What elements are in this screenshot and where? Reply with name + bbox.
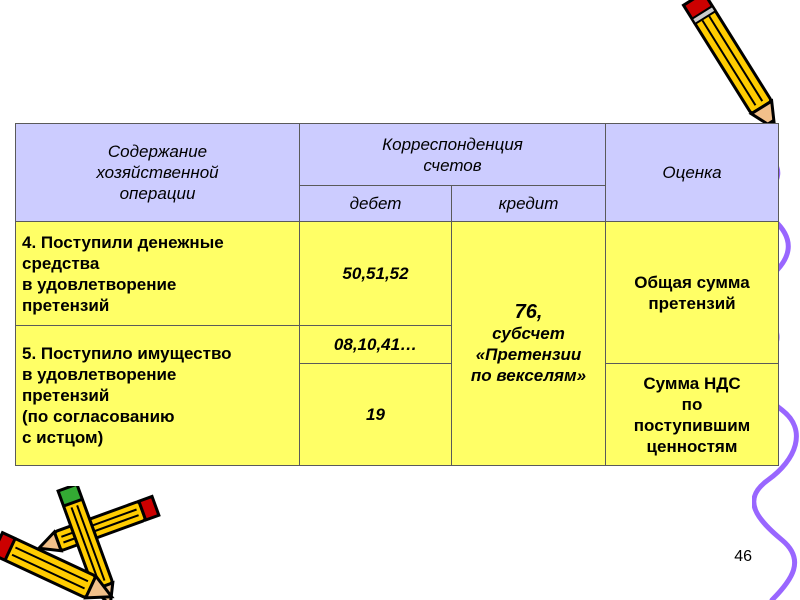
pencil-icon (650, 0, 800, 130)
row5-debit-b: 19 (300, 364, 452, 466)
row5-operation: 5. Поступило имущество в удовлетворение претензий (по согласованию с истцом) (16, 326, 300, 466)
pencils-icon (0, 486, 170, 600)
row4-debit: 50,51,52 (300, 222, 452, 326)
credit-merged: 76, субсчет «Претензии по векселям» (452, 222, 606, 466)
header-credit: кредит (452, 186, 606, 222)
row4-operation: 4. Поступили денежные средства в удовлетворение претензий (16, 222, 300, 326)
row5-assessment: Сумма НДС по поступившим ценностям (606, 364, 779, 466)
header-content: Содержание хозяйственной операции (16, 124, 300, 222)
header-correspondence: Корреспонденция счетов (300, 124, 606, 186)
header-assessment: Оценка (606, 124, 779, 222)
page-number: 46 (734, 548, 752, 565)
accounting-table (15, 123, 779, 466)
row5-debit-a: 08,10,41… (300, 326, 452, 364)
row4-assessment: Общая сумма претензий (606, 222, 779, 364)
header-debit: дебет (300, 186, 452, 222)
